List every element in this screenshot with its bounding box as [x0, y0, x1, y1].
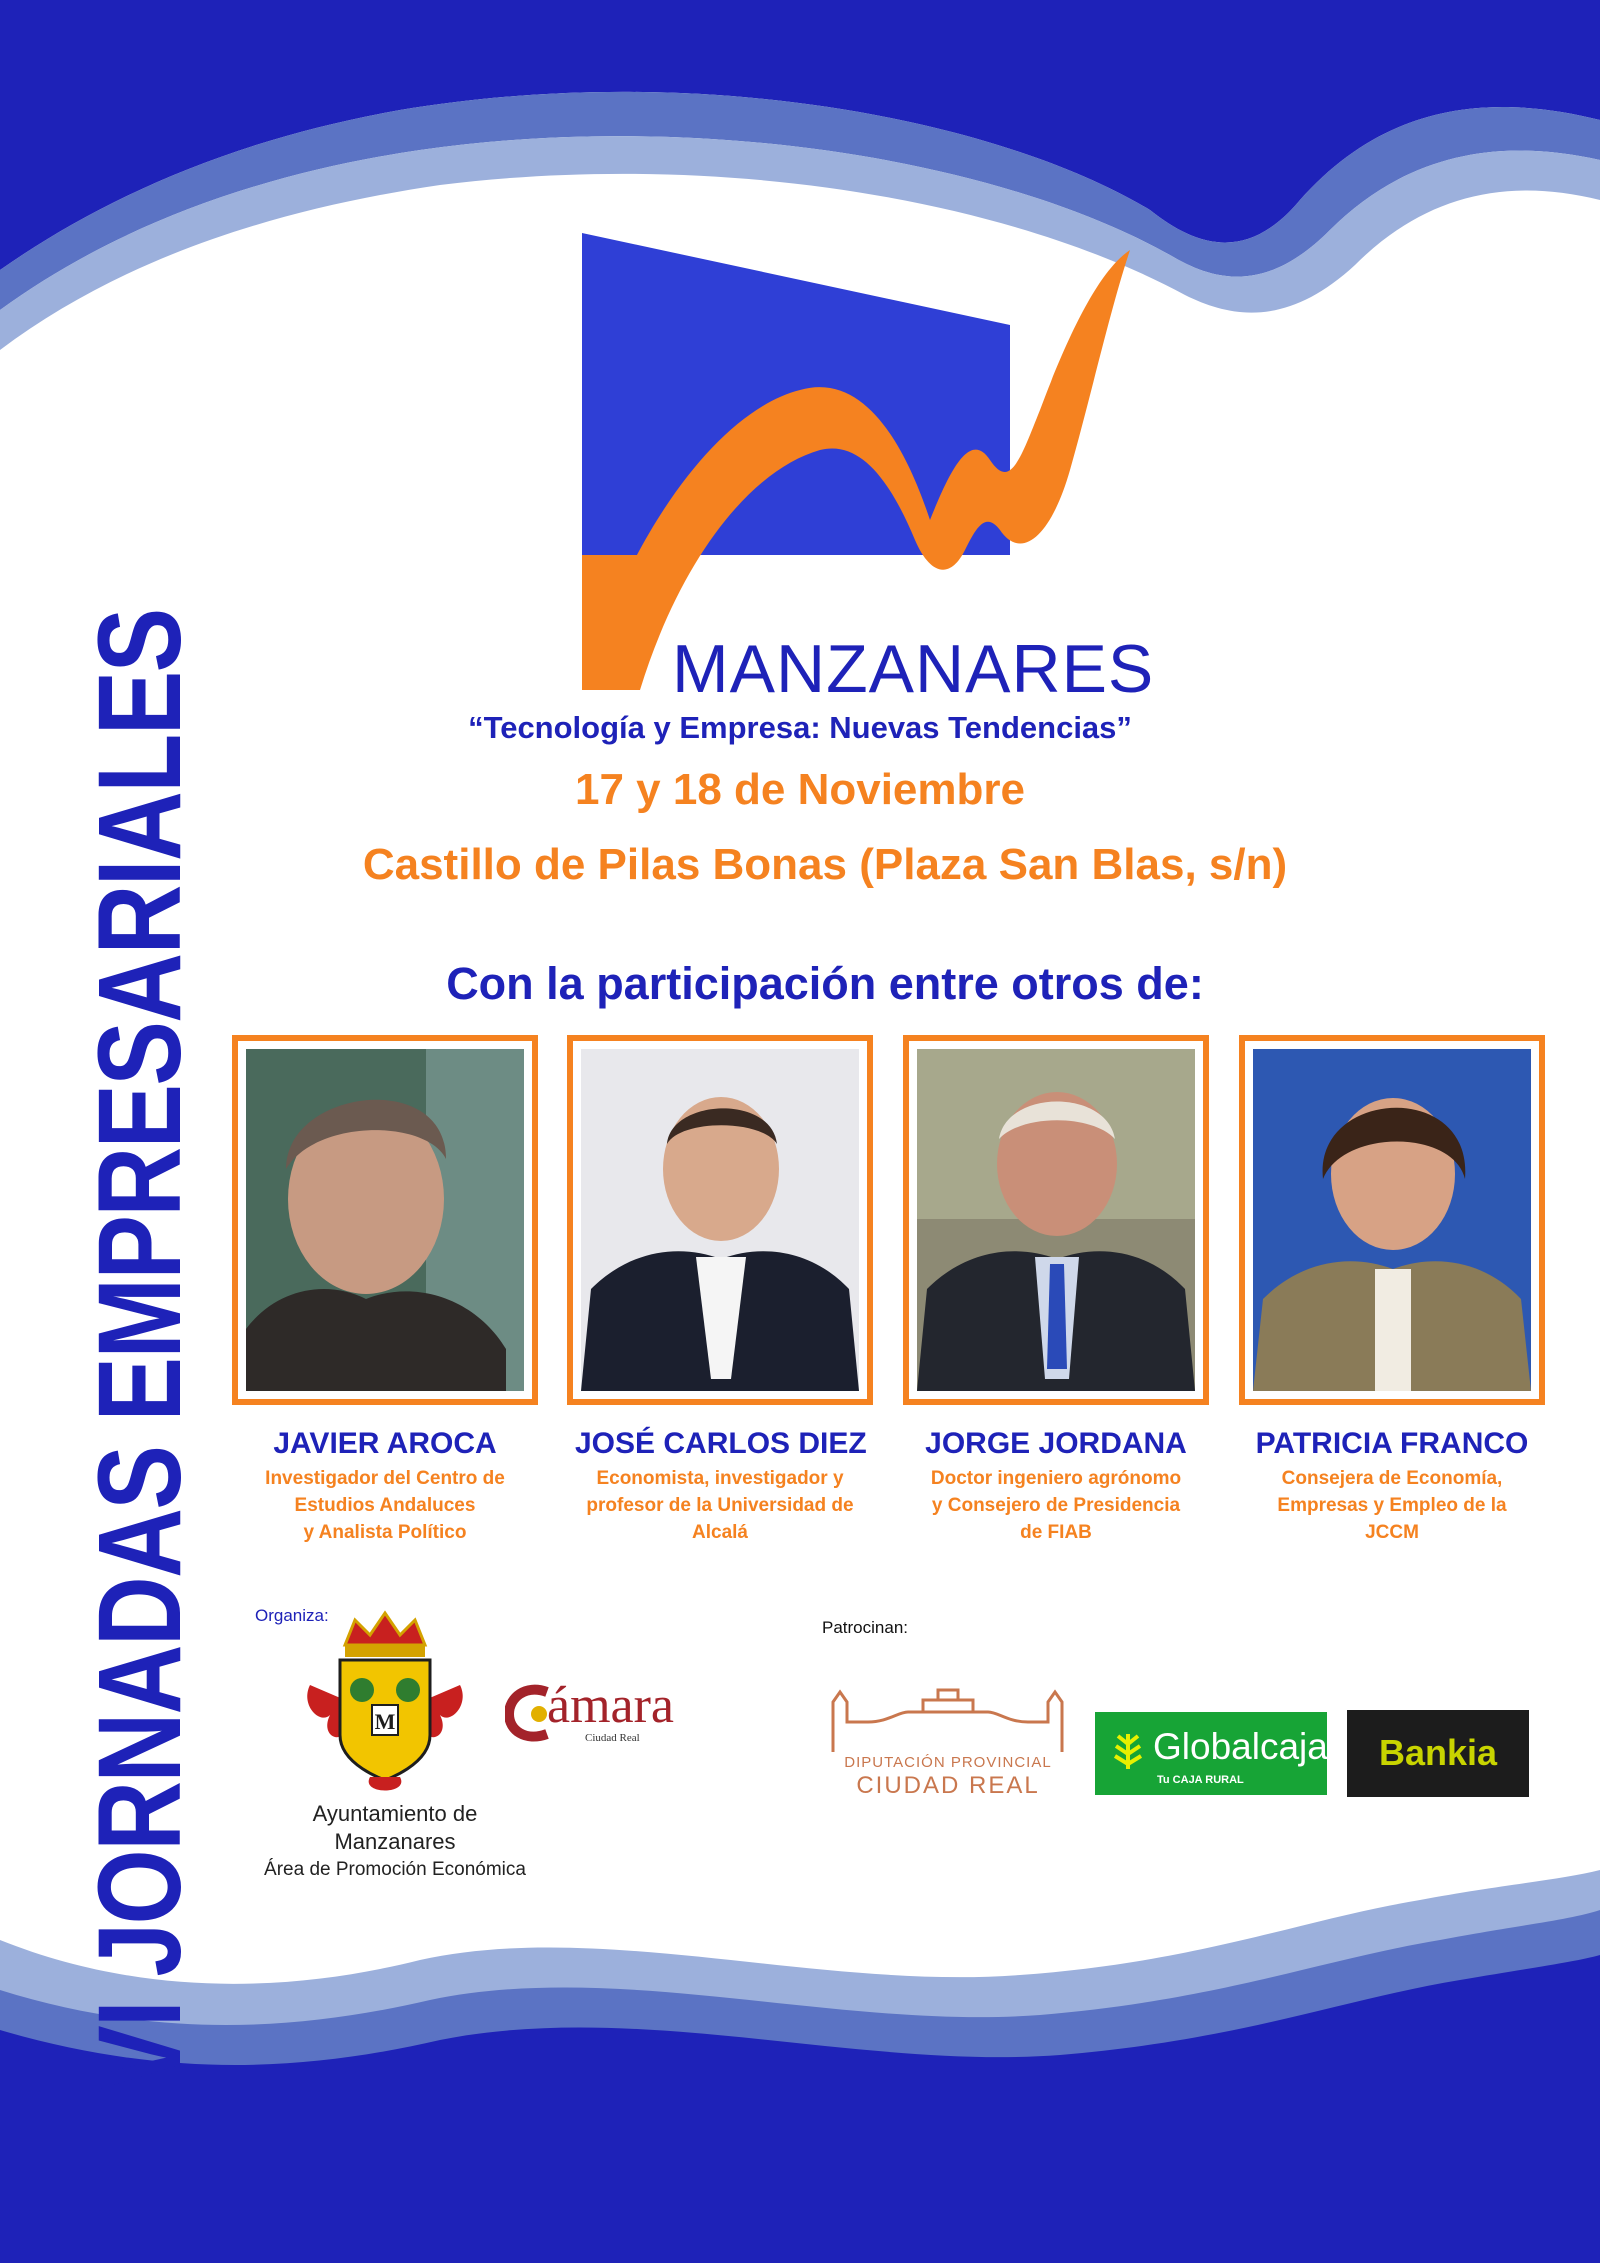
speaker-role: Investigador del Centro de Estudios Andaluces y Analista Político	[265, 1468, 505, 1543]
wheat-icon	[1103, 1724, 1153, 1774]
speaker-photo	[232, 1035, 538, 1405]
event-venue: Castillo de Pilas Bonas (Plaza San Blas, s/n)	[362, 840, 1288, 889]
globalcaja-text: Globalcaja	[1153, 1726, 1328, 1767]
speaker-role: Economista, investigador y profesor de la Universidad de Alcalá	[586, 1468, 854, 1543]
organizers-label: Organiza:	[255, 1606, 329, 1625]
castle-outline-icon	[828, 1672, 1068, 1752]
diputacion-logo	[828, 1672, 1068, 1802]
speaker-photo	[567, 1035, 873, 1405]
coat-of-arms-icon	[300, 1605, 470, 1805]
speaker-name: JAVIER AROCA	[273, 1427, 497, 1460]
sponsors-label: Patrocinan:	[822, 1618, 908, 1637]
speaker-card	[240, 1035, 530, 1546]
speaker-name: JORGE JORDANA	[925, 1427, 1187, 1460]
event-subtitle: “Tecnología y Empresa: Nuevas Tendencias”	[468, 710, 1132, 745]
speaker-name: PATRICIA FRANCO	[1255, 1427, 1529, 1460]
event-dates: 17 y 18 de Noviembre	[574, 765, 1025, 814]
bankia-text: Bankia	[1378, 1732, 1498, 1773]
speaker-card	[575, 1035, 865, 1546]
speaker-role: Doctor ingeniero agrónomo y Consejero de Presidencia de FIAB	[930, 1468, 1182, 1543]
diputacion-line1: DIPUTACIÓN PROVINCIAL	[844, 1754, 1052, 1771]
speaker-card	[1247, 1035, 1537, 1546]
bankia-logo	[1347, 1710, 1529, 1797]
camara-text: ámara	[547, 1677, 675, 1734]
diputacion-line2: CIUDAD REAL	[856, 1772, 1040, 1799]
speaker-photo	[903, 1035, 1209, 1405]
speaker-role: Consejera de Economía, Empresas y Empleo de la JCCM	[1277, 1468, 1507, 1543]
brand-name: MANZANARES	[672, 631, 1155, 707]
camara-logo	[505, 1670, 745, 1750]
speakers-intro: Con la participación entre otros de:	[446, 958, 1204, 1009]
globalcaja-logo	[1095, 1712, 1327, 1795]
globalcaja-sub: Tu CAJA RURAL	[1157, 1774, 1244, 1786]
speaker-photo	[1239, 1035, 1545, 1405]
svg-text:M: M	[374, 1709, 396, 1734]
camara-sub: Ciudad Real	[585, 1732, 640, 1744]
speaker-card	[911, 1035, 1201, 1546]
speaker-name: JOSÉ CARLOS DIEZ	[575, 1427, 867, 1460]
ayuntamiento-text: Ayuntamiento de Manzanares Área de Promoción Económica	[264, 1801, 526, 1880]
vertical-event-title: VI JORNADAS EMPRESARIALES	[74, 609, 206, 2090]
